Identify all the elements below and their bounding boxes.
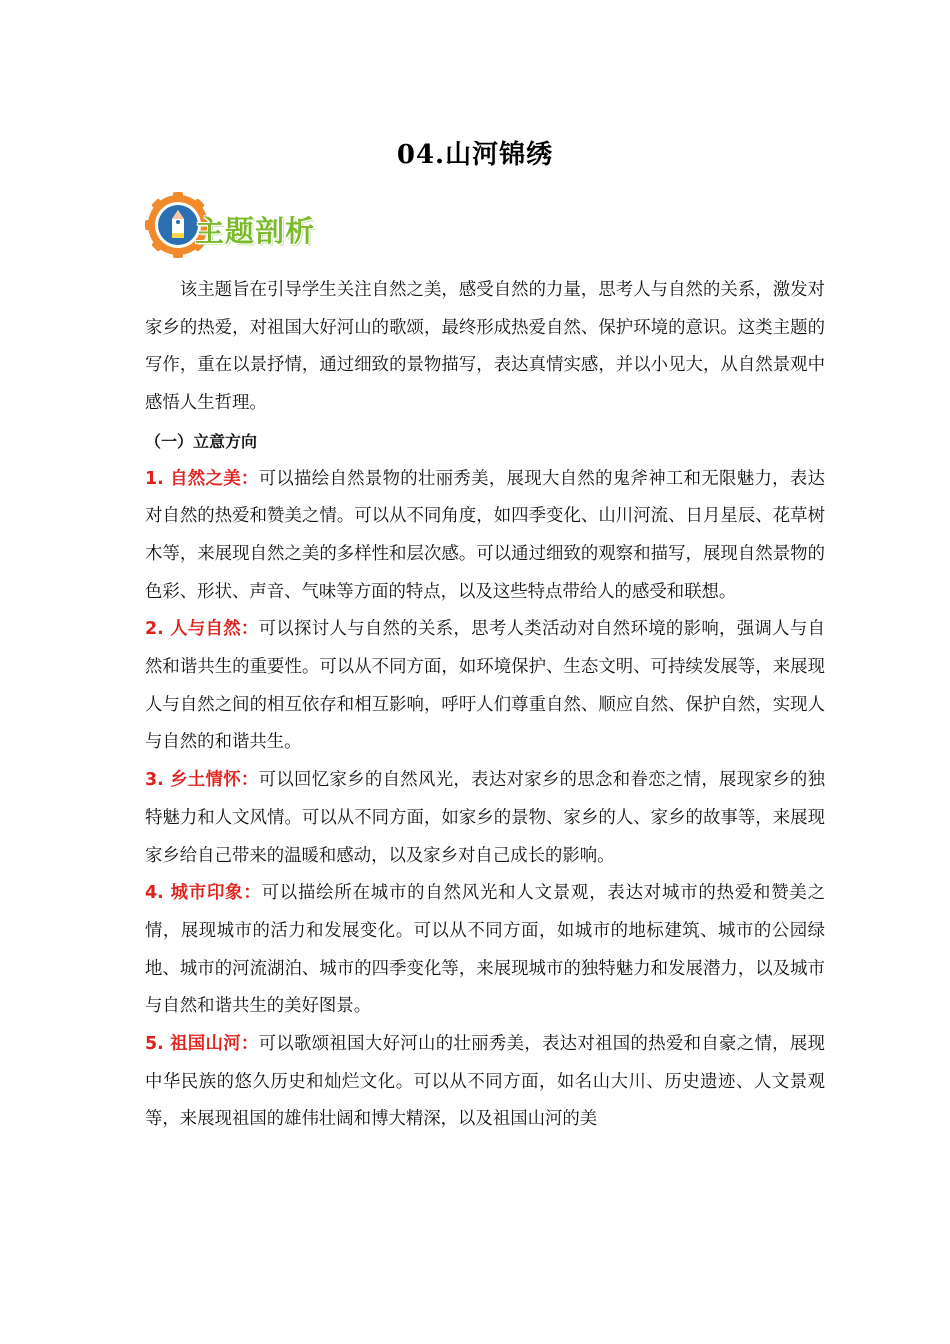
item-label: 5. 祖国山河：: [145, 1034, 259, 1055]
item-label: 2. 人与自然：: [145, 619, 259, 640]
item-text: 可以描绘自然景物的壮丽秀美，展现大自然的鬼斧神工和无限魅力，表达对自然的热爱和赞美之情。可以从不同角度，如四季变化、山川河流、日月星辰、花草树木等，来展现自然之美的多样性和层次感。可以通过细致的观察和描写，展现自然景物的色彩、形状、声音、气味等方面的特点，以及这些特点带给人的感受和联想。: [145, 468, 825, 602]
item-text: 可以探讨人与自然的关系，思考人类活动对自然环境的影响，强调人与自然和谐共生的重要性。可以从不同方面，如环境保护、生态文明、可持续发展等，来展现人与自然之间的相互依存和相互影响，呼吁人们尊重自然、顺应自然、保护自然，实现人与自然的和谐共生。: [145, 619, 825, 753]
section-heading: 主题剖析: [195, 214, 316, 248]
article-body: [145, 272, 825, 1139]
page-title: 04.山河锦绣: [396, 140, 554, 170]
list-item: [145, 461, 825, 612]
item-text: 可以描绘所在城市的自然风光和人文景观，表达对城市的热爱和赞美之情，展现城市的活力和发展变化。可以从不同方面，如城市的地标建筑、城市的公园绿地、城市的河流湖泊、城市的四季变化等，来展现城市的独特魅力和发展潜力，以及城市与自然和谐共生的美好图景。: [145, 883, 825, 1017]
section-heading-logo: [145, 192, 345, 262]
item-label: 1. 自然之美：: [145, 468, 259, 489]
intro-paragraph: 该主题旨在引导学生关注自然之美，感受自然的力量，思考人与自然的关系，激发对家乡的热爱，对祖国大好河山的歌颂，最终形成热爱自然、保护环境的意识。这类主题的写作，重在以景抒情，通过细致的景物描写，表达真情实感，并以小见大，从自然景观中感悟人生哲理。: [145, 280, 825, 414]
list-item: [145, 1026, 825, 1139]
item-label: 4. 城市印象：: [145, 883, 262, 904]
subheading: （一）立意方向: [145, 431, 258, 451]
list-item: [145, 762, 825, 875]
item-text: 可以歌颂祖国大好河山的壮丽秀美，表达对祖国的热爱和自豪之情，展现中华民族的悠久历史和灿烂文化。可以从不同方面，如名山大川、历史遗迹、人文景观等，来展现祖国的雄伟壮阔和博大精深，以及祖国山河的美: [145, 1034, 825, 1130]
list-item: [145, 875, 825, 1026]
item-label: 3. 乡土情怀：: [145, 770, 259, 791]
item-text: 可以回忆家乡的自然风光，表达对家乡的思念和眷恋之情，展现家乡的独特魅力和人文风情。可以从不同方面，如家乡的景物、家乡的人、家乡的故事等，来展现家乡给自己带来的温暖和感动，以及家乡对自己成长的影响。: [145, 770, 825, 866]
list-item: [145, 611, 825, 762]
